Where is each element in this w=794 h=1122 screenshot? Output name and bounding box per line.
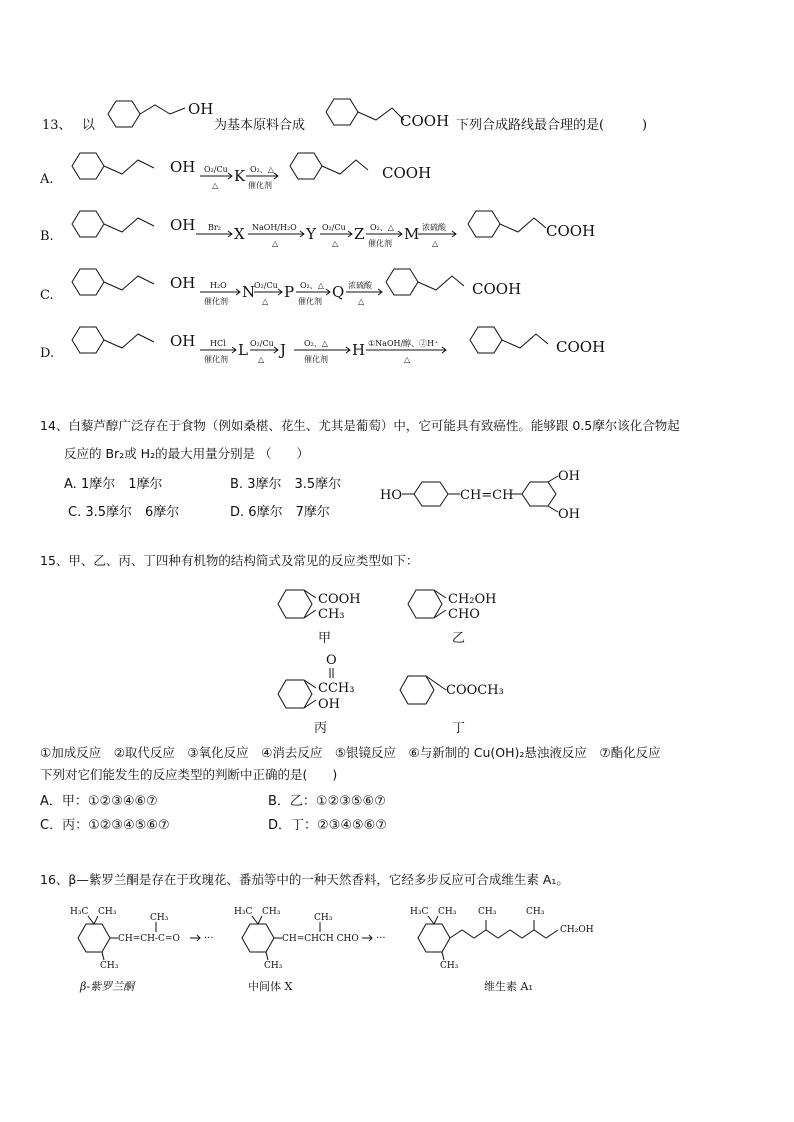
q13-start-group: OH [188,100,214,118]
svg-text:O₂、△: O₂、△ [250,165,274,174]
svg-text:浓硫酸: 浓硫酸 [348,281,372,290]
svg-text:NaOH/H₂O: NaOH/H₂O [252,223,297,232]
q13-option-a-route [64,148,584,192]
svg-text:△: △ [404,355,411,364]
svg-text:甲: 甲 [318,631,332,646]
q15-option-a[interactable]: A．甲：①②③④⑥⑦ [40,794,158,809]
svg-text:CHO: CHO [448,607,480,622]
q13-option-c-label[interactable]: C. [40,288,54,303]
svg-text:CH₂OH: CH₂OH [448,592,497,607]
svg-text:催化剂: 催化剂 [304,355,328,364]
q13-number: 13、 [42,118,72,133]
q16-synthesis-scheme [62,900,642,996]
svg-text:COOH: COOH [318,592,361,607]
svg-text:OH: OH [170,216,196,234]
svg-text:乙: 乙 [452,631,466,646]
svg-text:CH=CH: CH=CH [460,488,514,503]
q13-target-structure [318,96,453,132]
svg-text:H₃C: H₃C [410,907,429,917]
svg-text:HO: HO [380,488,402,503]
q13-paren-close: ) [642,118,648,133]
svg-text:O₂/Cu: O₂/Cu [250,339,274,348]
svg-text:CH=CH-C=O: CH=CH-C=O [118,934,180,944]
svg-text:OH: OH [170,332,196,350]
q16-text: 16、β—紫罗兰酮是存在于玫瑰花、番茄等中的一种天然香料，它经多步反应可合成维生素 A₁。 [40,872,569,887]
q15-option-c[interactable]: C．丙：①②③④⑤⑥⑦ [40,818,170,833]
svg-text:COOH: COOH [382,164,432,182]
q13-option-d-route [64,322,624,368]
svg-text:O₂、△: O₂、△ [300,281,324,290]
q14-option-c[interactable]: C. 3.5摩尔 6摩尔 [68,505,180,520]
q15-compound-bing [278,653,354,736]
svg-text:O₂/Cu: O₂/Cu [204,165,228,174]
svg-text:OH: OH [170,274,196,292]
q13-option-d-label[interactable]: D. [40,346,55,361]
svg-text:J: J [280,341,287,359]
q14-line2: 反应的 Br₂或 H₂的最大用量分别是 （ ） [64,446,310,461]
svg-text:催化剂: 催化剂 [204,355,228,364]
svg-text:Z: Z [354,225,365,243]
q15-intro: 15、甲、乙、丙、丁四种有机物的结构简式及常见的反应类型如下： [40,553,419,568]
q16-beta-ionone [70,907,180,993]
svg-text:K: K [234,167,246,185]
svg-text:CH₃: CH₃ [478,907,497,917]
svg-text:丁: 丁 [452,721,466,736]
q13-option-b-label[interactable]: B. [40,229,54,244]
svg-text:β-紫罗兰酮: β-紫罗兰酮 [80,980,135,993]
svg-text:△: △ [262,297,269,306]
svg-text:H₃C: H₃C [234,907,253,917]
svg-text:催化剂: 催化剂 [368,239,392,248]
svg-text:H₂O: H₂O [210,281,227,290]
q13-pre: 以 [82,118,96,133]
svg-text:O₂、△: O₂、△ [370,223,394,232]
svg-text:Br₂: Br₂ [208,223,221,232]
svg-text:O₂/Cu: O₂/Cu [322,223,346,232]
svg-text:OH: OH [558,507,580,522]
svg-text:OH: OH [170,158,196,176]
svg-text:CH₃: CH₃ [314,913,333,923]
q15-compound-ding [400,676,504,736]
q13-target-group: COOH [400,112,450,130]
q14-option-d[interactable]: D. 6摩尔 7摩尔 [230,505,330,520]
svg-text:维生素 A₁: 维生素 A₁ [484,980,533,993]
q15-option-b[interactable]: B．乙：①②③⑤⑥⑦ [268,794,386,809]
svg-text:CH₃: CH₃ [264,961,283,971]
q16-vitamin-a1 [410,907,594,993]
svg-text:Y: Y [306,225,316,243]
q13-question: 下列合成路线最合理的是( [456,118,605,133]
svg-text:H: H [352,341,366,359]
svg-text:催化剂: 催化剂 [204,297,228,306]
q13-mid: 为基本原料合成 [214,118,306,133]
svg-text:CH₃: CH₃ [150,913,169,923]
svg-text:L: L [238,341,248,359]
svg-text:CH₃: CH₃ [262,907,281,917]
svg-text:N: N [242,283,256,301]
svg-text:Q: Q [332,283,345,301]
svg-text:CH₃: CH₃ [318,607,345,622]
svg-text:催化剂: 催化剂 [298,297,322,306]
svg-text:△: △ [332,239,339,248]
q15-compound-yi [408,590,497,646]
svg-text:OH: OH [318,697,340,712]
svg-text:丙: 丙 [314,721,328,736]
svg-text:CCH₃: CCH₃ [318,681,355,696]
svg-text:△: △ [212,181,219,190]
svg-text:△: △ [258,355,265,364]
q13-option-b-route [64,206,624,250]
svg-text:COOH: COOH [556,338,606,356]
svg-text:···: ··· [376,933,386,944]
q15-compound-jia [278,590,361,646]
q16-intermediate-x [234,907,359,993]
svg-text:P: P [284,283,295,301]
svg-text:△: △ [272,239,279,248]
svg-text:O₂、△: O₂、△ [304,339,328,348]
q15-reaction-types: ①加成反应 ②取代反应 ③氧化反应 ④消去反应 ⑤银镜反应 ⑥与新制的 Cu(OH)₂悬浊液反应 ⑦酯化反应 [40,745,661,760]
svg-text:COOCH₃: COOCH₃ [446,683,504,698]
q14-option-b[interactable]: B. 3摩尔 3.5摩尔 [230,477,342,492]
svg-text:催化剂: 催化剂 [248,181,272,190]
svg-text:中间体 X: 中间体 X [248,980,293,993]
svg-text:△: △ [432,239,439,248]
svg-text:HCl: HCl [210,339,226,348]
svg-text:浓硫酸: 浓硫酸 [422,223,446,232]
svg-text:CH₃: CH₃ [526,907,545,917]
svg-text:CH₃: CH₃ [98,907,117,917]
q15-structures [270,580,550,740]
svg-text:OH: OH [558,469,580,484]
svg-text:O₂/Cu: O₂/Cu [254,281,278,290]
q13-start-structure [100,98,214,132]
q14-resveratrol-structure [380,466,600,526]
svg-text:CH₃: CH₃ [438,907,457,917]
svg-text:X: X [234,225,245,243]
svg-text:CH₃: CH₃ [100,961,119,971]
svg-text:CH=CHCH CHO: CH=CHCH CHO [282,934,359,944]
svg-text:M: M [404,225,420,243]
q15-question: 下列对它们能发生的反应类型的判断中正确的是( ) [40,767,338,782]
svg-text:CH₃: CH₃ [440,961,459,971]
q14-option-a[interactable]: A. 1摩尔 1摩尔 [64,477,163,492]
svg-text:△: △ [358,297,365,306]
svg-text:H₃C: H₃C [70,907,89,917]
svg-text:O: O [326,653,337,668]
q14-line1: 14、白藜芦醇广泛存在于食物（例如桑椹、花生、尤其是葡萄）中，它可能具有致癌性。能够跟 0.5摩尔该化合物起 [40,418,680,433]
svg-text:COOH: COOH [472,280,522,298]
svg-text:COOH: COOH [546,222,596,240]
svg-text:CH₂OH: CH₂OH [560,925,594,935]
q13-option-a-label[interactable]: A. [40,172,54,187]
q15-option-d[interactable]: D．丁：②③④⑤⑥⑦ [268,818,387,833]
svg-text:①NaOH/醇、②H⁺: ①NaOH/醇、②H⁺ [368,339,439,348]
q13-option-c-route [64,264,584,308]
svg-text:···: ··· [204,933,214,944]
